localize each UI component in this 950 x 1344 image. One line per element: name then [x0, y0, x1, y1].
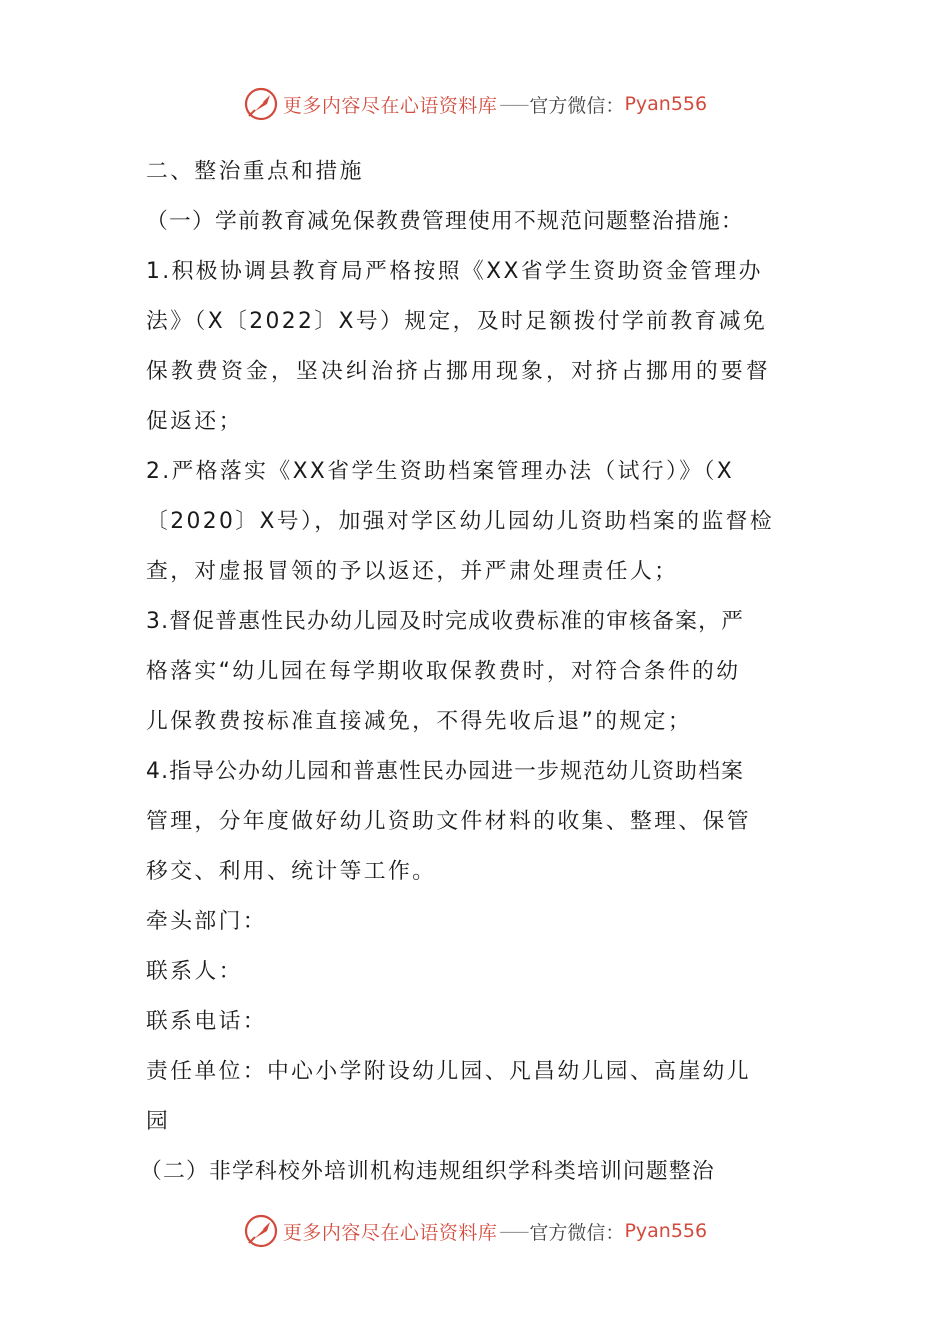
quill-logo-icon — [243, 86, 279, 122]
paragraph-line: 1.积极协调县教育局严格按照《XX省学生资助资金管理办 — [146, 259, 763, 284]
responsible-units-line: 责任单位：中心小学附设幼儿园、凡昌幼儿园、高崖幼儿 — [146, 1059, 751, 1084]
watermark-banner-top — [0, 82, 950, 126]
watermark-text: 更多内容尽在心语资料库 — [282, 1221, 498, 1244]
responsible-units-line: 园 — [146, 1109, 171, 1134]
watermark-dash: —— — [499, 1221, 528, 1241]
paragraph-line: 管理，分年度做好幼儿资助文件材料的收集、整理、保管 — [146, 809, 751, 834]
paragraph-line: 查，对虚报冒领的予以返还，并严肃处理责任人； — [146, 559, 679, 584]
document-body — [140, 147, 806, 1197]
contact-person-label: 联系人： — [146, 959, 243, 984]
section-heading: 二、整治重点和措施 — [146, 159, 364, 184]
wechat-id: Pyan556 — [624, 93, 708, 115]
watermark-text: 更多内容尽在心语资料库 — [282, 94, 498, 117]
watermark-banner-bottom — [0, 1209, 950, 1253]
paragraph-line: 2.严格落实《XX省学生资助档案管理办法（试行）》（X — [146, 459, 735, 484]
paragraph-line: 格落实“幼儿园在每学期收取保教费时，对符合条件的幼 — [146, 659, 741, 684]
paragraph-line: 〔2020〕X号），加强对学区幼儿园幼儿资助档案的监督检 — [146, 509, 775, 534]
quill-logo-icon — [243, 1213, 279, 1249]
wechat-id: Pyan556 — [624, 1220, 708, 1242]
contact-phone-label: 联系电话： — [146, 1009, 267, 1034]
wechat-label: 官方微信： — [529, 1221, 625, 1244]
paragraph-line: 3.督促普惠性民办幼儿园及时完成收费标准的审核备案，严 — [146, 609, 745, 634]
subsection-heading: （二）非学科校外培训机构违规组织学科类培训问题整治 — [140, 1159, 715, 1184]
paragraph-line: 促返还； — [146, 409, 243, 434]
wechat-label: 官方微信： — [529, 94, 625, 117]
paragraph-line: 保教费资金，坚决纠治挤占挪用现象，对挤占挪用的要督 — [146, 359, 771, 384]
subsection-heading: （一）学前教育减免保教费管理使用不规范问题整治措施： — [146, 209, 744, 234]
paragraph-line: 4.指导公办幼儿园和普惠性民办园进一步规范幼儿资助档案 — [146, 759, 745, 784]
paragraph-line: 法》（X〔2022〕X号）规定，及时足额拨付学前教育减免 — [146, 309, 768, 334]
lead-department-label: 牵头部门： — [146, 909, 267, 934]
paragraph-line: 移交、利用、统计等工作。 — [146, 859, 437, 884]
watermark-dash: —— — [499, 94, 528, 114]
paragraph-line: 儿保教费按标准直接减免，不得先收后退”的规定； — [146, 709, 693, 734]
